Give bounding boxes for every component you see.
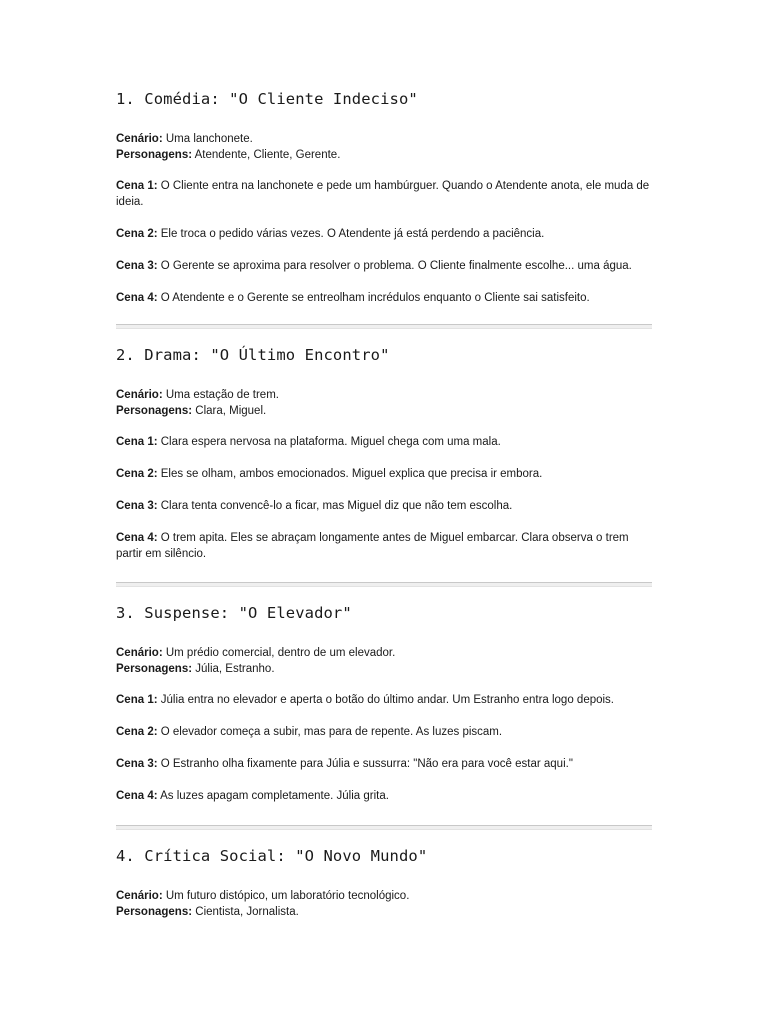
personagens-line [116,404,652,420]
scene-3 [116,259,652,275]
scene-2 [116,725,652,741]
cenario-label: Cenário: [116,890,163,902]
scene-2 [116,467,652,483]
scene-label: Cena 4: [116,291,158,304]
cenario-line [116,889,652,905]
scene-label: Cena 2: [116,726,158,738]
cenario-label: Cenário: [116,389,163,401]
section-meta [116,889,652,920]
scene-text: Clara tenta convencê-lo a ficar, mas Miguel diz que não tem escolha. [157,500,513,512]
section-heading: 2. Drama: "O Último Encontro" [116,346,390,364]
scene-label: Cena 4: [116,790,158,802]
cenario-line [116,646,652,662]
personagens-label: Personagens: [116,662,193,675]
section-meta [116,646,652,677]
section-meta [116,388,652,419]
scene-text: Eles se olham, ambos emocionados. Miguel explica que precisa ir embora. [157,468,543,480]
cenario-line [116,388,652,404]
scene-text: Ele troca o pedido várias vezes. O Atendente já está perdendo a paciência. [157,227,545,240]
scene-3 [116,499,652,515]
scene-1 [116,693,652,709]
section-meta [116,132,652,163]
scene-text: O trem apita. Eles se abraçam longamente antes de Miguel embarcar. Clara observa o trem partir em silêncio. [116,532,629,560]
scene-label: Cena 1: [116,436,158,448]
scene-text: O elevador começa a subir, mas para de repente. As luzes piscam. [157,726,503,738]
section-heading: 3. Suspense: "O Elevador" [116,604,352,622]
scene-label: Cena 1: [116,180,158,192]
scene-text: As luzes apagam completamente. Júlia grita. [157,790,389,802]
cenario-text: Um prédio comercial, dentro de um elevador. [162,647,396,659]
scene-text: O Cliente entra na lanchonete e pede um hambúrguer. Quando o Atendente anota, ele muda de ideia. [116,180,650,208]
scene-1 [116,435,652,451]
scene-text: O Atendente e o Gerente se entreolham incrédulos enquanto o Cliente sai satisfeito. [157,291,590,304]
personagens-line [116,148,652,164]
scene-text: O Estranho olha fixamente para Júlia e sussurra: "Não era para você estar aqui." [157,758,573,770]
horizontal-rule [116,825,652,830]
scene-text: O Gerente se aproxima para resolver o problema. O Cliente finalmente escolhe... uma água. [157,259,632,272]
personagens-label: Personagens: [116,404,193,417]
cenario-label: Cenário: [116,647,163,659]
scene-label: Cena 2: [116,227,158,240]
scene-label: Cena 3: [116,758,158,770]
section-suspense [116,602,652,805]
personagens-text: Atendente, Cliente, Gerente. [192,148,341,161]
section-comedia [116,88,652,306]
personagens-line [116,905,652,921]
scene-2 [116,227,652,243]
scene-label: Cena 1: [116,694,158,706]
scene-text: Clara espera nervosa na plataforma. Miguel chega com uma mala. [157,436,501,448]
cenario-text: Uma lanchonete. [162,133,253,145]
personagens-label: Personagens: [116,148,193,161]
scene-1 [116,179,652,210]
scene-3 [116,757,652,773]
cenario-text: Uma estação de trem. [162,389,279,401]
personagens-line [116,662,652,678]
cenario-line [116,132,652,148]
scene-4 [116,291,652,307]
personagens-text: Clara, Miguel. [192,404,267,417]
horizontal-rule [116,582,652,587]
scene-label: Cena 3: [116,500,158,512]
section-critica-social [116,845,652,936]
horizontal-rule [116,324,652,329]
cenario-label: Cenário: [116,133,163,145]
section-drama [116,344,652,562]
personagens-label: Personagens: [116,905,193,918]
scene-4 [116,789,652,805]
cenario-text: Um futuro distópico, um laboratório tecnológico. [162,890,410,902]
personagens-text: Cientista, Jornalista. [192,905,299,918]
scene-label: Cena 2: [116,468,158,480]
section-heading: 4. Crítica Social: "O Novo Mundo" [116,847,428,865]
scene-text: Júlia entra no elevador e aperta o botão do último andar. Um Estranho entra logo depois. [157,694,615,706]
scene-label: Cena 3: [116,259,158,272]
scene-4 [116,531,652,562]
section-heading: 1. Comédia: "O Cliente Indeciso" [116,90,418,108]
personagens-text: Júlia, Estranho. [192,662,275,675]
scene-label: Cena 4: [116,532,158,544]
